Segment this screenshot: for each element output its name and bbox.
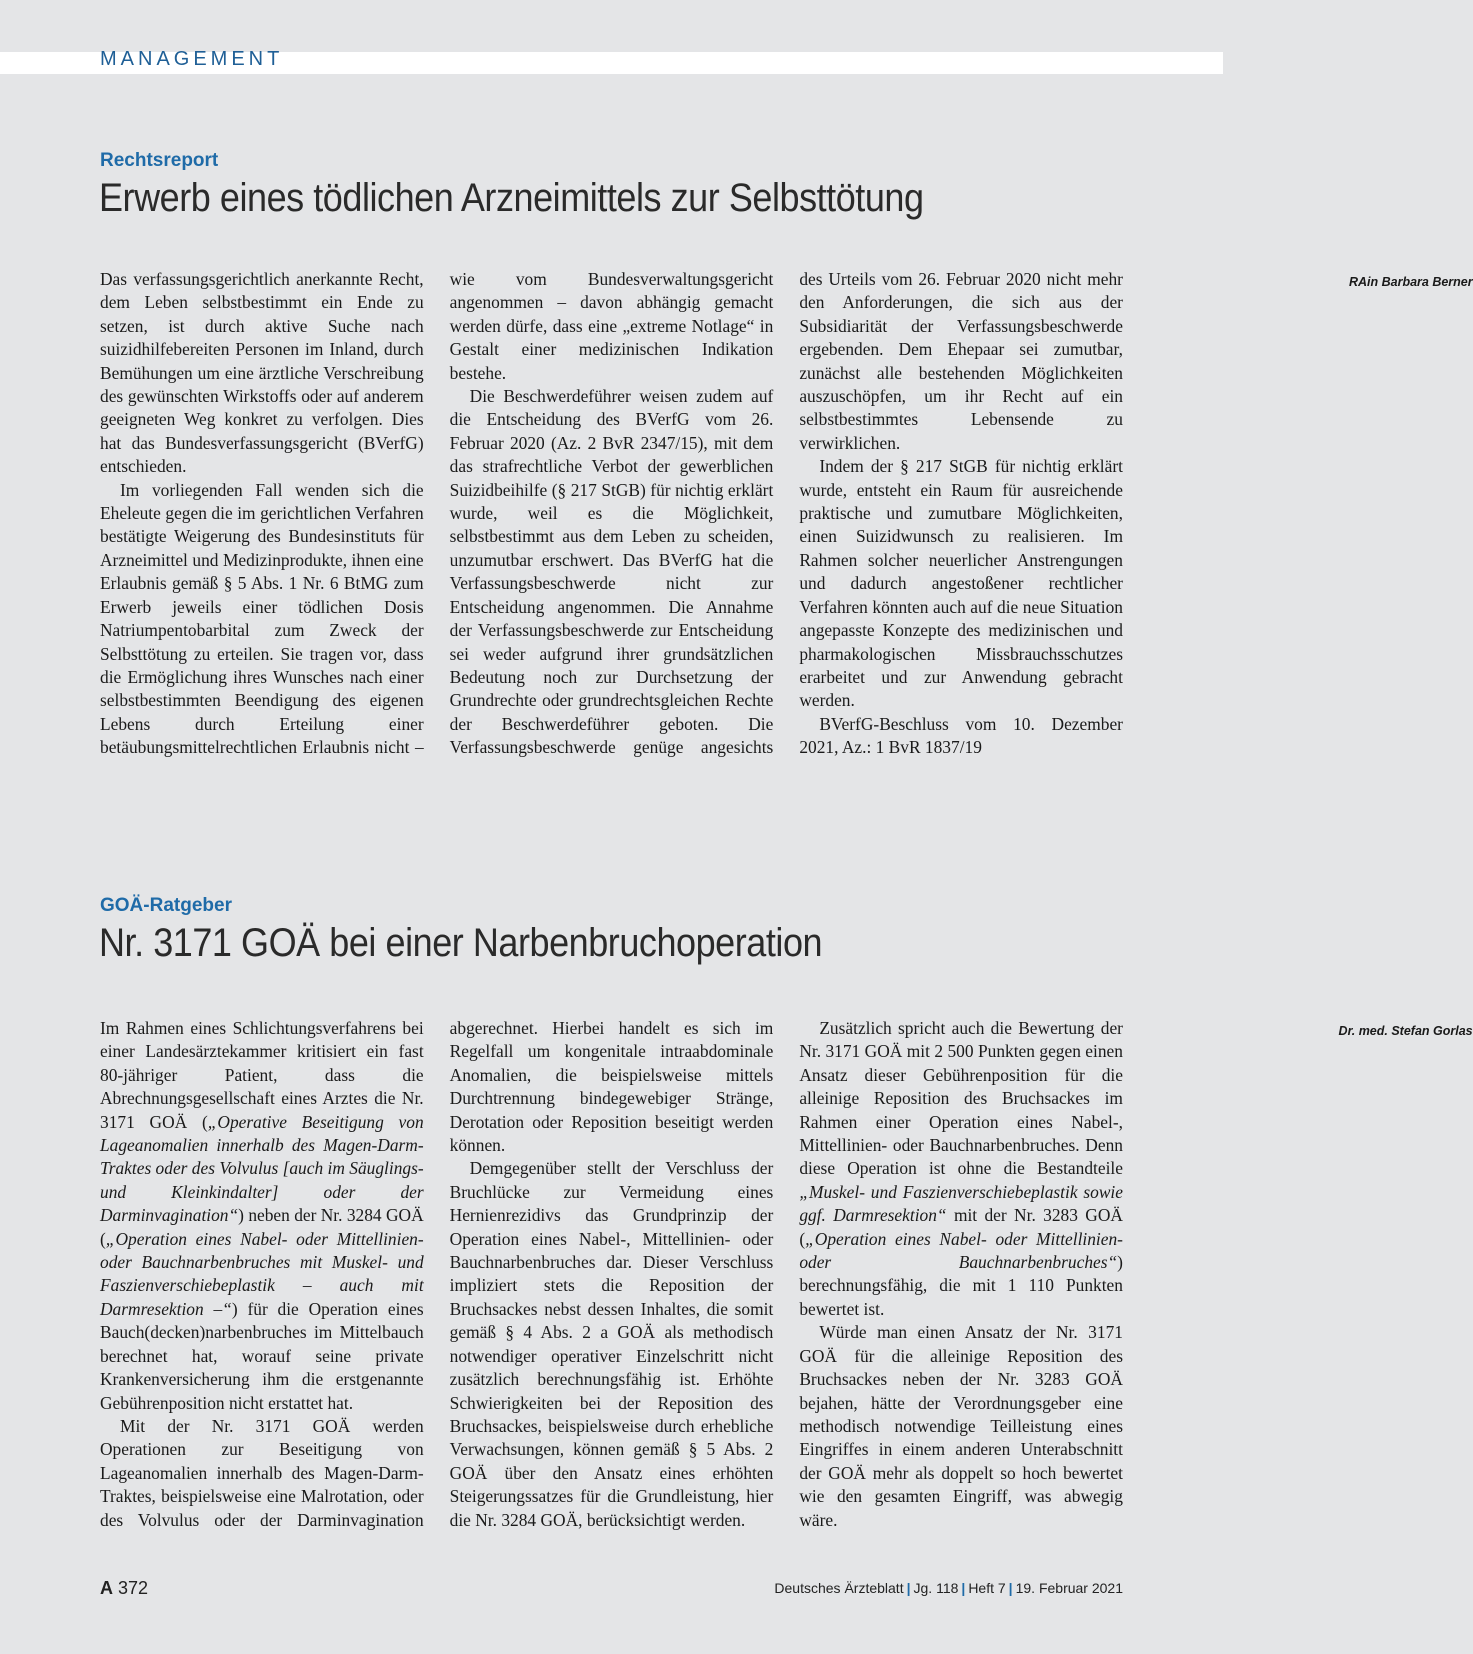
article1-author: RAin Barbara Berner [1348,275,1473,289]
article2-paragraph [100,1017,424,1415]
page-prefix: A [100,1578,113,1598]
article2-title: Nr. 3171 GOÄ bei einer Narbenbruchoperation [99,921,823,965]
article2-text: mit der Nr. 3283 GOÄ ( [799,1205,1123,1249]
article2-author: Dr. med. Stefan Gorlas [1338,1024,1473,1038]
article2-quote: „Operative Beseitigung von Lageanomalien innerhalb des Magen-Darm-Traktes oder des Volvulus [auch im Säuglings- und Kleinkindalter] oder der Darminvagination“ [100,1111,424,1226]
journal-issue: Heft 7 [968,1580,1006,1596]
page-number [100,1578,148,1599]
top-strip [0,0,1223,52]
journal-info [774,1580,1123,1596]
article2-text: ) berechnungsfähig, die mit 1 110 Punkten bewertet ist. [799,1252,1123,1319]
article2-paragraph: Mit der Nr. 3171 GOÄ werden Operationen zur Beseitigung von Lageanomalien innerhalb des Magen-Darm-Traktes, beispielsweise eine Malrotation, oder des Volvulus oder der Darminvagination abgerechnet. Hierbei handelt es sich im Regelfall um kongenitale intraabdominale Anomalien, die beispielsweise mittels Durchtrennung bindegewebiger Stränge, Derotation oder Reposition beseitigt werden können. [100,1018,774,1530]
article1-body [100,268,1473,762]
article2-text: ) für die Operation eines Bauch(decken)narbenbruches im Mittelbauch berechnet hat, worauf seine private Krankenversicherung ihm die erstgenannte Gebührenposition nicht erstattet hat. [100,1298,424,1413]
journal-name: Deutsches Ärzteblatt [774,1580,904,1596]
article1-paragraph: Das verfassungsgerichtlich anerkannte Recht, dem Leben selbstbestimmt ein Ende zu setzen, ist durch aktive Suche nach suizidhilfebereiten Personen im Inland, durch Bemühungen um eine ärztliche Verschreibung des gewünschten Wirkstoffs oder auf anderem geeigneten Weg konkret zu verfolgen. Dies hat das Bundesverfassungsgericht (BVerfG) entschieden. [100,269,424,477]
page-number-value: 372 [118,1578,149,1598]
journal-volume: Jg. 118 [913,1580,959,1596]
article1-paragraph: Indem der § 217 StGB für nichtig erklärt wurde, entsteht ein Raum für ausreichende praktische und zumutbare Möglichkeiten, einen Suizidwunsch zu realisieren. Im Rahmen solcher neuerlicher Anstrengungen und dadurch angestoßener rechtlicher Verfahren könnten auch auf die neue Situation angepasste Konzepte des medizinischen und pharmakologischen Missbrauchsschutzes erarbeitet und zur Anwendung gebracht werden. [799,456,1123,711]
article2-text: ) neben der Nr. 3284 GOÄ ( [100,1205,424,1249]
separator: | [961,1580,966,1596]
article1-paragraph: Im vorliegenden Fall wenden sich die Eheleute gegen die im gerichtlichen Verfahren bestätigte Weigerung des Bundesinstituts für Arzneimittel und Medizinprodukte, ihnen eine Erlaubnis gemäß § 5 Abs. 1 Nr. 6 BtMG zum Erwerb jeweils einer tödlichen Dosis Natriumpentobarbital zum Zweck der Selbsttötung zu erteilen. Sie tragen vor, dass die Ermöglichung ihres Wunsches nach einer selbstbestimmten Beendigung des eigenen Lebens durch Erteilung einer betäubungsmittelrechtlichen Erlaubnis nicht – wie vom Bundesverwaltungsgericht angenommen – davon abhängig gemacht werden dürfe, dass eine „extreme Notlage“ in Gestalt einer medizinischen Indikation bestehe. [100,269,774,758]
article2-text: Im Rahmen eines Schlichtungsverfahrens bei einer Landesärztekammer kritisiert ein fast 80-jähriger Patient, dass die Abrechnungsgesellschaft eines Arztes die Nr. 3171 GOÄ ( [100,1018,424,1132]
article2-text: Zusätzlich spricht auch die Bewertung der Nr. 3171 GOÄ mit 2 500 Punkten gegen einen Ansatz dieser Gebührenposition für die alleinige Reposition des Bruchsackes im Rahmen einer Operation eines Nabel-, Mittellinien- oder Bauchnarbenbruches. Denn diese Operation ist ohne die Bestandteile [799,1018,1123,1179]
article1-kicker: Rechtsreport [100,150,219,171]
section-label: MANAGEMENT [100,48,284,70]
article2-quote: „Operation eines Nabel- oder Mittellinien- oder Bauchnarbenbruches mit Muskel- und Faszienverschiebeplastik – auch mit Darmresektion –“ [100,1228,424,1319]
article2-paragraph: Demgegenüber stellt der Verschluss der Bruchlücke zur Vermeidung eines Hernienrezidivs das Grundprinzip der Operation eines Nabel-, Mittellinien- oder Bauchnarbenbruches dar. Dieser Verschluss impliziert stets die Reposition der Bruchsackes nebst dessen Inhaltes, die somit gemäß § 4 Abs. 2 a GOÄ als methodisch notwendiger operativer Einzelschritt nicht zusätzlich berechnungsfähig ist. Erhöhte Schwierigkeiten bei der Reposition des Bruchsackes, beispielsweise durch erhebliche Verwachsungen, können gemäß § 5 Abs. 2 GOÄ über den Ansatz eines erhöhten Steigerungssatzes für die Grundleistung, hier die Nr. 3284 GOÄ, berücksichtigt werden. [449,1158,774,1530]
article2-quote: „Muskel- und Faszienverschiebeplastik sowie ggf. Darmresektion“ [799,1181,1123,1226]
article2-kicker: GOÄ-Ratgeber [100,895,232,916]
article2-paragraph [799,1017,1123,1321]
journal-date: 19. Februar 2021 [1015,1580,1123,1596]
article1-paragraph: Die Beschwerdeführer weisen zudem auf die Entscheidung des BVerfG vom 26. Februar 2020 (Az. 2 BvR 2347/15), mit dem das strafrechtliche Verbot der gewerblichen Suizidbeihilfe (§ 217 StGB) für nichtig erklärt wurde, weil es die Möglichkeit, selbstbestimmt aus dem Leben zu scheiden, unzumutbar erschwert. Das BVerfG hat die Verfassungsbeschwerde nicht zur Entscheidung angenommen. Die Annahme der Verfassungsbeschwerde zur Entscheidung sei weder aufgrund ihrer grundsätzlichen Bedeutung noch zur Durchsetzung der Grundrechte oder grundrechtsgleichen Rechte der Beschwerdeführer geboten. Die Verfassungsbeschwerde genüge angesichts des Urteils vom 26. Februar 2020 nicht mehr den Anforderungen, die sich aus der Subsidiarität der Verfassungsbeschwerde ergebenden. Dem Ehepaar sei zumutbar, zunächst alle bestehenden Möglichkeiten auszuschöpfen, um ihr Recht auf ein selbstbestimmtes Lebensende zu verwirklichen. [449,269,1123,758]
article1-citation-text: BVerfG-Beschluss vom 10. Dezember 2021, Az.: 1 BvR 1837/19 [799,713,1123,758]
separator: | [906,1580,911,1596]
separator: | [1008,1580,1013,1596]
article2-quote: „Operation eines Nabel- oder Mittellinien- oder Bauchnarbenbruches“ [799,1228,1123,1273]
article2-body [100,1017,1473,1533]
article1-title: Erwerb eines tödlichen Arzneimittels zur Selbsttötung [99,176,924,220]
article2-text: Würde man einen Ansatz der Nr. 3171 GOÄ für die alleinige Reposition des Bruchsackes neben der Nr. 3283 GOÄ bejahen, hätte der Verordnungsgeber eine methodisch notwendige Teilleistung eines Eingriffes in einem anderen Unterabschnitt der GOÄ mehr als doppelt so hoch bewertet wie den gesamten Eingriff, was abwegig wäre. [799,1322,1123,1530]
